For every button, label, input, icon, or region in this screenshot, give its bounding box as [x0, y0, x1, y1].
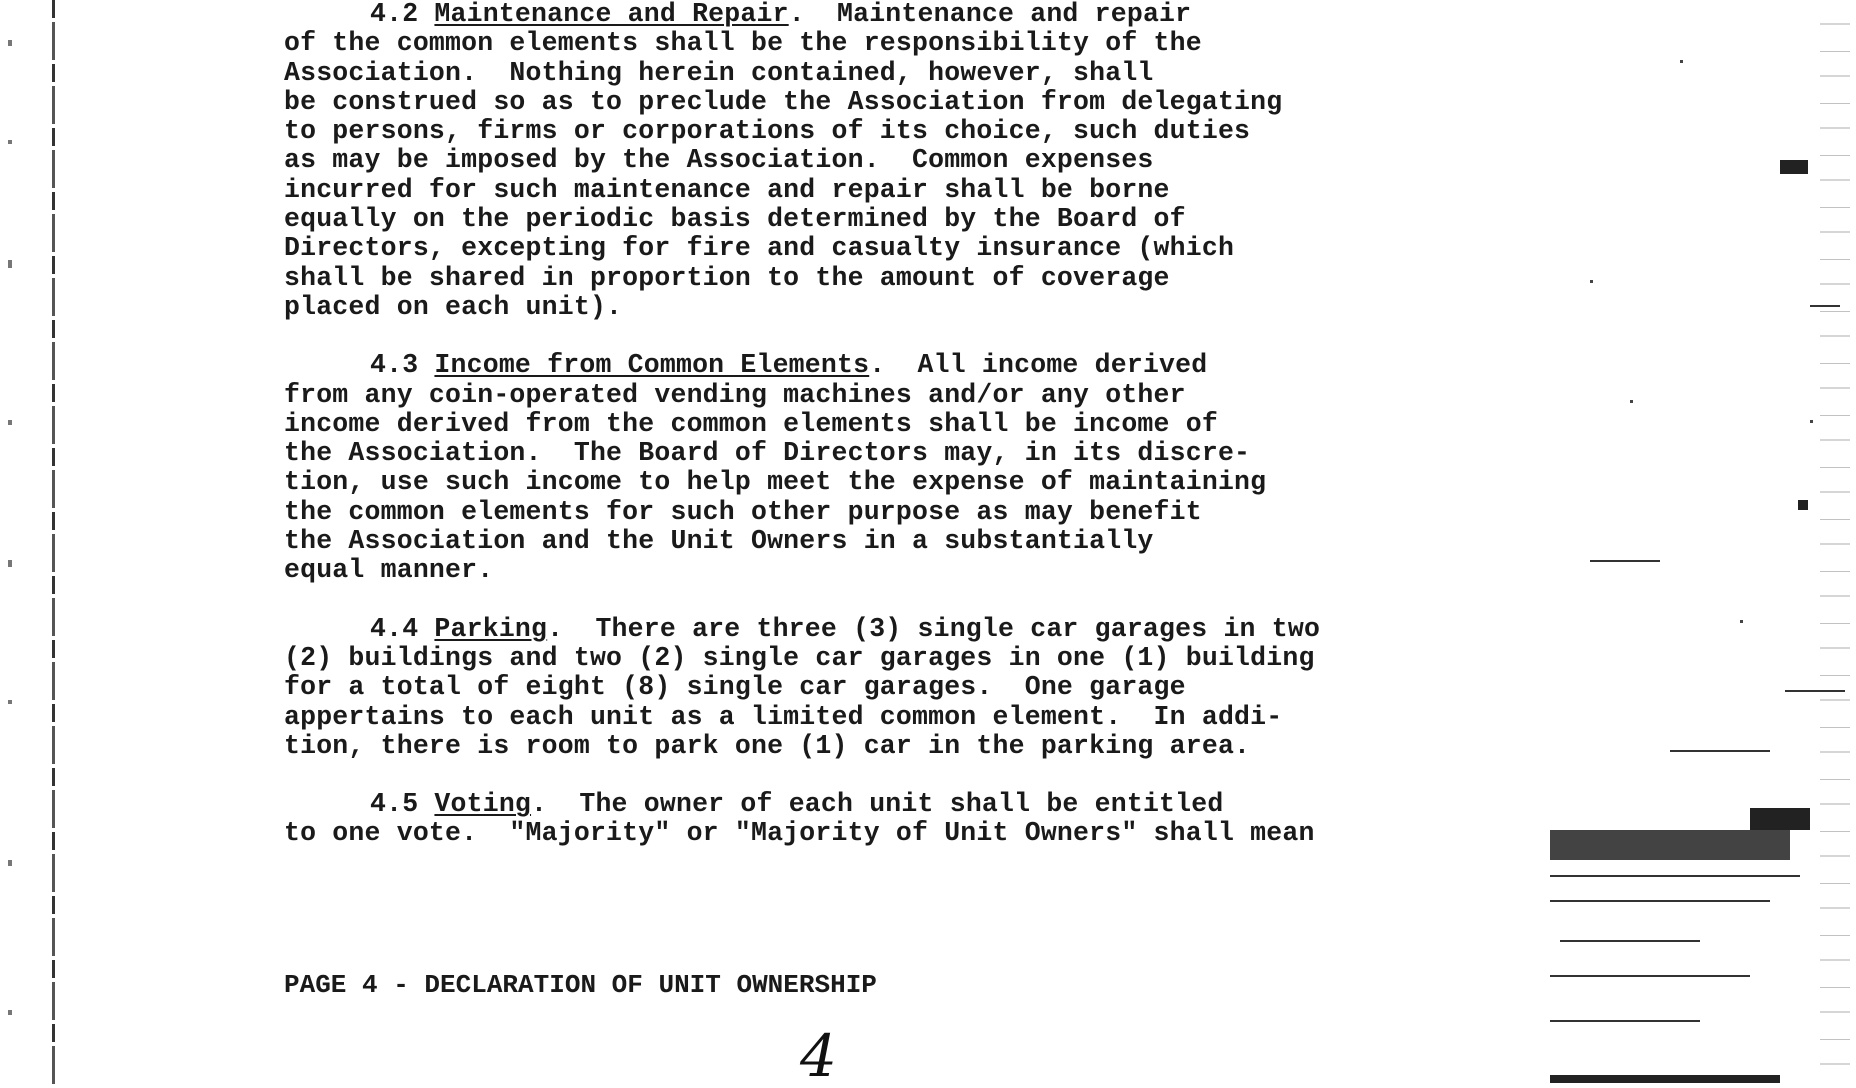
scan-artifact	[1740, 620, 1743, 623]
scan-speck	[8, 700, 12, 704]
scan-artifact	[1810, 420, 1813, 423]
line-text: income derived from the common elements shall be income of	[284, 408, 1218, 439]
text-line	[284, 468, 1424, 497]
text-line	[284, 264, 1424, 293]
left-binding-margin	[0, 0, 60, 1088]
line-text: the common elements for such other purpose as may benefit	[284, 496, 1202, 527]
text-line	[284, 498, 1424, 527]
scan-speck	[8, 40, 12, 46]
line-text: incurred for such maintenance and repair shall be borne	[284, 174, 1170, 205]
line-text: tion, there is room to park one (1) car in the parking area.	[284, 730, 1251, 761]
line-text: equally on the periodic basis determined by the Board of	[284, 204, 1186, 235]
line-text: of the common elements shall be the responsibility of the	[284, 28, 1202, 59]
text-line	[284, 410, 1424, 439]
text-line	[284, 293, 1424, 322]
text-line	[284, 0, 1424, 29]
text-line	[284, 819, 1424, 848]
text-line	[284, 88, 1424, 117]
scan-speck	[8, 1010, 12, 1015]
scan-artifact	[1560, 940, 1700, 942]
text-line	[284, 556, 1424, 585]
scan-edge-noise	[1820, 0, 1850, 1088]
line-text: . The owner of each unit shall be entitled	[531, 789, 1224, 820]
scan-artifact	[1550, 1075, 1780, 1083]
line-text: to one vote. "Majority" or "Majority of Unit Owners" shall mean	[284, 818, 1315, 849]
section-number: 4.5	[370, 789, 435, 820]
text-line	[284, 59, 1424, 88]
text-line	[284, 381, 1424, 410]
line-text: tion, use such income to help meet the expense of maintaining	[284, 467, 1267, 498]
scan-speck	[8, 140, 12, 144]
scan-artifact	[1550, 1020, 1700, 1022]
scan-artifact	[1550, 900, 1770, 902]
line-text: shall be shared in proportion to the amount of coverage	[284, 262, 1170, 293]
scan-artifacts-right-edge	[1530, 0, 1856, 1088]
scan-artifact	[1798, 500, 1808, 510]
text-line	[284, 644, 1424, 673]
line-text: . All income derived	[869, 350, 1208, 381]
scan-artifact	[1680, 60, 1683, 63]
section-number: 4.4	[370, 613, 435, 644]
line-text: Association. Nothing herein contained, however, shall	[284, 57, 1154, 88]
paragraph-section	[284, 615, 1424, 761]
text-line	[284, 146, 1424, 175]
section-heading: Income from Common Elements	[434, 350, 870, 381]
paragraph-section	[284, 0, 1424, 322]
line-text: . There are three (3) single car garages in two	[547, 613, 1321, 644]
text-line	[284, 732, 1424, 761]
text-line	[284, 439, 1424, 468]
section-heading: Maintenance and Repair	[434, 0, 789, 29]
text-line	[284, 205, 1424, 234]
line-text: for a total of eight (8) single car garages. One garage	[284, 672, 1186, 703]
line-text: placed on each unit).	[284, 291, 623, 322]
scan-artifact	[1630, 400, 1633, 403]
line-text: the Association. The Board of Directors may, in its discre-	[284, 438, 1251, 469]
scan-artifact	[1670, 750, 1770, 752]
line-text: as may be imposed by the Association. Common expenses	[284, 145, 1154, 176]
scan-speck	[8, 560, 12, 567]
scan-artifact	[1780, 160, 1808, 174]
scan-speck	[8, 260, 12, 268]
scan-artifact	[1550, 830, 1790, 860]
text-line	[284, 790, 1424, 819]
scan-artifact	[1550, 975, 1750, 977]
page-footer: PAGE 4 - DECLARATION OF UNIT OWNERSHIP	[284, 970, 877, 1000]
line-text: be construed so as to preclude the Association from delegating	[284, 86, 1283, 117]
section-heading: Parking	[434, 613, 548, 644]
text-line	[284, 673, 1424, 702]
text-line	[284, 117, 1424, 146]
declaration-body-text	[284, 0, 1424, 878]
line-text: Directors, excepting for fire and casualty insurance (which	[284, 233, 1235, 264]
scan-speck	[8, 420, 12, 425]
line-text: equal manner.	[284, 555, 494, 586]
text-line	[284, 527, 1424, 556]
scan-artifact	[1590, 280, 1593, 283]
line-text: appertains to each unit as a limited common element. In addi-	[284, 701, 1283, 732]
line-text: to persons, firms or corporations of its choice, such duties	[284, 116, 1251, 147]
text-line	[284, 615, 1424, 644]
scan-speck	[8, 860, 12, 866]
handwritten-page-number: 4	[800, 1022, 837, 1088]
line-text: from any coin-operated vending machines and/or any other	[284, 379, 1186, 410]
line-text: . Maintenance and repair	[788, 0, 1192, 29]
scan-artifact	[1590, 560, 1660, 562]
scan-artifact	[1750, 808, 1810, 830]
section-heading: Voting	[434, 789, 532, 820]
section-number: 4.2	[370, 0, 435, 29]
scan-artifact	[1550, 875, 1800, 877]
text-line	[284, 176, 1424, 205]
section-number: 4.3	[370, 350, 435, 381]
text-line	[284, 234, 1424, 263]
margin-rule	[52, 0, 55, 1088]
line-text: the Association and the Unit Owners in a substantially	[284, 526, 1154, 557]
paragraph-section	[284, 351, 1424, 585]
text-line	[284, 703, 1424, 732]
text-line	[284, 29, 1424, 58]
paragraph-section	[284, 790, 1424, 849]
text-line	[284, 351, 1424, 380]
line-text: (2) buildings and two (2) single car garages in one (1) building	[284, 642, 1315, 673]
